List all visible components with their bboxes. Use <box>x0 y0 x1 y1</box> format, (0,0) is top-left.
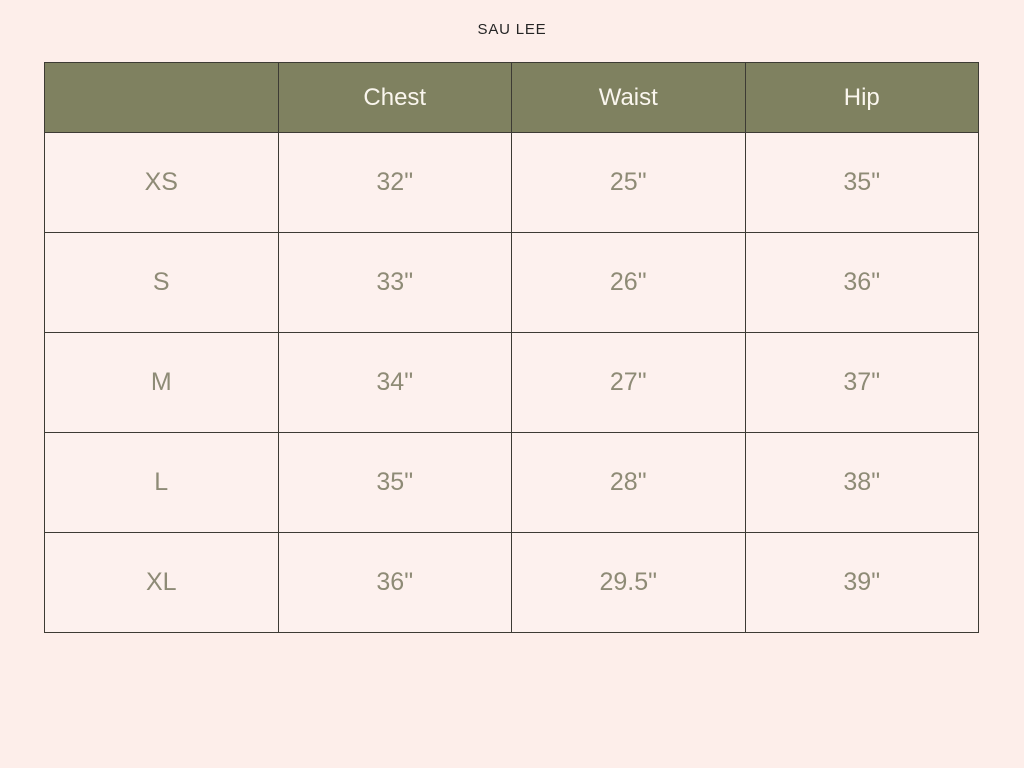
table-row-s <box>45 233 979 333</box>
size-label: XL <box>45 533 279 633</box>
header-cell-waist: Waist <box>512 63 746 133</box>
waist-value: 25" <box>512 133 746 233</box>
hip-value: 38" <box>745 433 979 533</box>
waist-value: 28" <box>512 433 746 533</box>
table-row-m <box>45 333 979 433</box>
size-label: L <box>45 433 279 533</box>
table-row-xl <box>45 533 979 633</box>
header-cell-size <box>45 63 279 133</box>
brand-title: SAU LEE <box>477 21 547 38</box>
table-row-l <box>45 433 979 533</box>
header-cell-chest: Chest <box>278 63 512 133</box>
hip-value: 39" <box>745 533 979 633</box>
chest-value: 32" <box>278 133 512 233</box>
size-label: XS <box>45 133 279 233</box>
chest-value: 36" <box>278 533 512 633</box>
size-label: S <box>45 233 279 333</box>
size-chart-table <box>44 62 979 633</box>
hip-value: 36" <box>745 233 979 333</box>
hip-value: 35" <box>745 133 979 233</box>
waist-value: 29.5" <box>512 533 746 633</box>
chest-value: 35" <box>278 433 512 533</box>
header-row <box>45 63 979 133</box>
header-cell-hip: Hip <box>745 63 979 133</box>
hip-value: 37" <box>745 333 979 433</box>
size-label: M <box>45 333 279 433</box>
chest-value: 34" <box>278 333 512 433</box>
chest-value: 33" <box>278 233 512 333</box>
size-chart-body <box>45 133 979 633</box>
size-chart-header <box>45 63 979 133</box>
table-row-xs <box>45 133 979 233</box>
waist-value: 27" <box>512 333 746 433</box>
waist-value: 26" <box>512 233 746 333</box>
